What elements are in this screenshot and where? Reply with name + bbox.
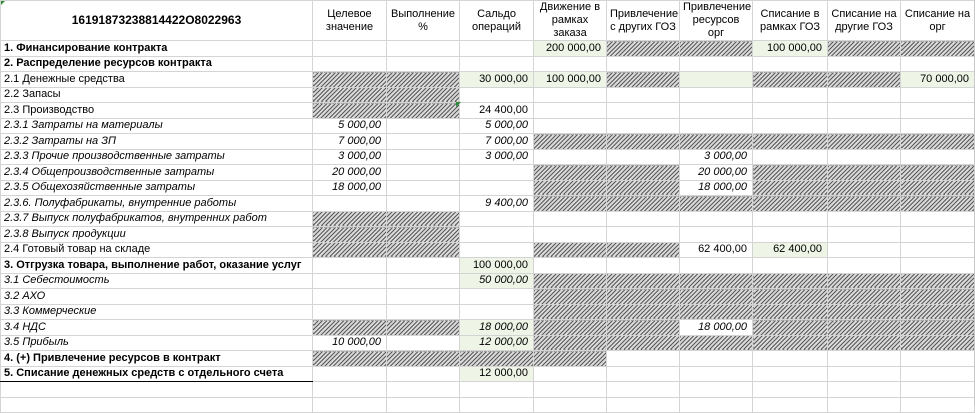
row-label-cell[interactable]: 4. (+) Привлечение ресурсов в контракт bbox=[1, 351, 313, 367]
value-cell[interactable] bbox=[460, 87, 534, 103]
value-cell[interactable] bbox=[901, 180, 975, 196]
table-row bbox=[1, 41, 975, 57]
row-label-cell[interactable]: 1. Финансирование контракта bbox=[1, 41, 313, 57]
value-cell[interactable] bbox=[901, 196, 975, 212]
value-cell[interactable]: 70 000,00 bbox=[901, 72, 975, 88]
value-cell[interactable] bbox=[313, 258, 387, 274]
table-row bbox=[1, 87, 975, 103]
value-cell[interactable] bbox=[313, 211, 387, 227]
row-label-cell[interactable] bbox=[1, 382, 313, 398]
value-cell[interactable]: 7 000,00 bbox=[460, 134, 534, 150]
value-cell[interactable]: 24 400,00 bbox=[460, 103, 534, 119]
value-cell[interactable]: 100 000,00 bbox=[753, 41, 828, 57]
value-cell[interactable] bbox=[828, 227, 901, 243]
value-cell[interactable] bbox=[313, 72, 387, 88]
value-cell[interactable] bbox=[680, 211, 753, 227]
value-cell[interactable] bbox=[607, 134, 680, 150]
value-cell[interactable] bbox=[534, 227, 607, 243]
col-header-order-movement[interactable]: Движение в рамках заказа bbox=[534, 1, 607, 41]
value-cell[interactable] bbox=[313, 196, 387, 212]
value-cell[interactable] bbox=[387, 196, 460, 212]
value-cell[interactable] bbox=[753, 273, 828, 289]
value-cell[interactable] bbox=[753, 211, 828, 227]
table-row bbox=[1, 227, 975, 243]
value-cell[interactable] bbox=[828, 134, 901, 150]
row-label-cell[interactable]: 2.3.6. Полуфабрикаты, внутренние работы bbox=[1, 196, 313, 212]
value-cell[interactable] bbox=[680, 366, 753, 382]
value-cell[interactable] bbox=[680, 72, 753, 88]
value-cell[interactable] bbox=[828, 273, 901, 289]
table-row bbox=[1, 335, 975, 351]
value-cell[interactable] bbox=[460, 211, 534, 227]
value-cell[interactable] bbox=[387, 273, 460, 289]
row-label-cell[interactable]: 2.3.8 Выпуск продукции bbox=[1, 227, 313, 243]
table-row bbox=[1, 196, 975, 212]
value-cell[interactable] bbox=[901, 289, 975, 305]
value-cell[interactable] bbox=[387, 180, 460, 196]
table-row bbox=[1, 134, 975, 150]
value-cell[interactable] bbox=[534, 103, 607, 119]
value-cell[interactable] bbox=[313, 289, 387, 305]
value-cell[interactable] bbox=[680, 289, 753, 305]
value-cell[interactable] bbox=[828, 320, 901, 336]
value-cell[interactable] bbox=[534, 382, 607, 398]
value-cell[interactable] bbox=[828, 335, 901, 351]
row-label-cell[interactable]: 3. Отгрузка товара, выполнение работ, оказание услуг bbox=[1, 258, 313, 274]
table-row bbox=[1, 242, 975, 258]
value-cell[interactable] bbox=[607, 72, 680, 88]
value-cell[interactable] bbox=[901, 351, 975, 367]
value-cell[interactable] bbox=[828, 56, 901, 72]
value-cell[interactable] bbox=[753, 103, 828, 119]
value-cell[interactable] bbox=[607, 41, 680, 57]
value-cell[interactable] bbox=[534, 87, 607, 103]
value-cell[interactable] bbox=[680, 273, 753, 289]
value-cell[interactable] bbox=[534, 134, 607, 150]
value-cell[interactable]: 100 000,00 bbox=[460, 258, 534, 274]
value-cell[interactable] bbox=[460, 165, 534, 181]
row-label-cell[interactable]: 5. Списание денежных средств с отдельного счета bbox=[1, 366, 313, 382]
value-cell[interactable] bbox=[901, 87, 975, 103]
value-cell[interactable] bbox=[387, 351, 460, 367]
row-label-cell[interactable]: 3.5 Прибыль bbox=[1, 335, 313, 351]
col-header-writeoff-goz[interactable]: Списание в рамках ГОЗ bbox=[753, 1, 828, 41]
value-cell[interactable] bbox=[828, 258, 901, 274]
value-cell[interactable] bbox=[387, 258, 460, 274]
value-cell[interactable] bbox=[534, 56, 607, 72]
value-cell[interactable]: 3 000,00 bbox=[460, 149, 534, 165]
value-cell[interactable] bbox=[680, 382, 753, 398]
value-cell[interactable] bbox=[607, 165, 680, 181]
value-cell[interactable] bbox=[460, 242, 534, 258]
value-cell[interactable]: 18 000,00 bbox=[460, 320, 534, 336]
table-row bbox=[1, 211, 975, 227]
value-cell[interactable] bbox=[753, 118, 828, 134]
value-cell[interactable] bbox=[534, 258, 607, 274]
value-cell[interactable] bbox=[534, 165, 607, 181]
value-cell[interactable] bbox=[387, 366, 460, 382]
value-cell[interactable] bbox=[901, 273, 975, 289]
value-cell[interactable] bbox=[387, 242, 460, 258]
value-cell[interactable] bbox=[828, 103, 901, 119]
value-cell[interactable] bbox=[901, 211, 975, 227]
value-cell[interactable] bbox=[534, 335, 607, 351]
table-row bbox=[1, 165, 975, 181]
value-cell[interactable]: 5 000,00 bbox=[313, 118, 387, 134]
col-header-attract-other-goz[interactable]: Привлечение с других ГОЗ bbox=[607, 1, 680, 41]
value-cell[interactable] bbox=[901, 320, 975, 336]
value-cell[interactable]: 3 000,00 bbox=[313, 149, 387, 165]
value-cell[interactable] bbox=[460, 227, 534, 243]
value-cell[interactable] bbox=[753, 196, 828, 212]
value-cell[interactable] bbox=[753, 72, 828, 88]
value-cell[interactable] bbox=[680, 87, 753, 103]
row-label-cell[interactable]: 2.3.1 Затраты на материалы bbox=[1, 118, 313, 134]
value-cell[interactable] bbox=[387, 304, 460, 320]
value-cell[interactable]: 62 400,00 bbox=[680, 242, 753, 258]
value-cell[interactable]: 18 000,00 bbox=[680, 180, 753, 196]
value-cell[interactable] bbox=[534, 304, 607, 320]
value-cell[interactable] bbox=[828, 118, 901, 134]
value-cell[interactable] bbox=[387, 227, 460, 243]
table-row bbox=[1, 180, 975, 196]
row-label-cell[interactable]: 2.3.5 Общехозяйственные затраты bbox=[1, 180, 313, 196]
header-row bbox=[1, 1, 975, 41]
value-cell[interactable]: 12 000,00 bbox=[460, 335, 534, 351]
value-cell[interactable] bbox=[753, 180, 828, 196]
row-label-cell[interactable]: 2.4 Готовый товар на складе bbox=[1, 242, 313, 258]
value-cell[interactable]: 20 000,00 bbox=[680, 165, 753, 181]
value-cell[interactable] bbox=[460, 56, 534, 72]
value-cell[interactable] bbox=[753, 335, 828, 351]
value-cell[interactable] bbox=[534, 180, 607, 196]
table-row bbox=[1, 72, 975, 88]
value-cell[interactable] bbox=[313, 382, 387, 398]
value-cell[interactable] bbox=[460, 304, 534, 320]
value-cell[interactable] bbox=[680, 56, 753, 72]
value-cell[interactable]: 3 000,00 bbox=[680, 149, 753, 165]
value-cell[interactable] bbox=[753, 149, 828, 165]
value-cell[interactable] bbox=[828, 304, 901, 320]
value-cell[interactable] bbox=[534, 242, 607, 258]
value-cell[interactable] bbox=[387, 382, 460, 398]
value-cell[interactable]: 62 400,00 bbox=[753, 242, 828, 258]
table-row bbox=[1, 320, 975, 336]
col-header-completion[interactable]: Выполнение % bbox=[387, 1, 460, 41]
value-cell[interactable] bbox=[313, 320, 387, 336]
value-cell[interactable] bbox=[901, 304, 975, 320]
value-cell[interactable]: 50 000,00 bbox=[460, 273, 534, 289]
value-cell[interactable]: 5 000,00 bbox=[460, 118, 534, 134]
table-row bbox=[1, 273, 975, 289]
value-cell[interactable] bbox=[387, 211, 460, 227]
value-cell[interactable] bbox=[607, 118, 680, 134]
col-header-writeoff-org[interactable]: Списание на орг bbox=[901, 1, 975, 41]
table-body bbox=[1, 1, 975, 413]
value-cell[interactable] bbox=[387, 103, 460, 119]
value-cell[interactable] bbox=[901, 242, 975, 258]
value-cell[interactable] bbox=[828, 382, 901, 398]
value-cell[interactable] bbox=[753, 87, 828, 103]
table-row bbox=[1, 56, 975, 72]
value-cell[interactable] bbox=[460, 180, 534, 196]
table-row bbox=[1, 149, 975, 165]
value-cell[interactable] bbox=[534, 211, 607, 227]
table-row bbox=[1, 351, 975, 367]
value-cell[interactable] bbox=[607, 103, 680, 119]
value-cell[interactable] bbox=[680, 41, 753, 57]
value-cell[interactable] bbox=[828, 87, 901, 103]
value-cell[interactable] bbox=[753, 366, 828, 382]
row-label-cell[interactable]: 2.3.2 Затраты на ЗП bbox=[1, 134, 313, 150]
value-cell[interactable] bbox=[828, 211, 901, 227]
value-cell[interactable] bbox=[828, 180, 901, 196]
value-cell[interactable] bbox=[680, 196, 753, 212]
value-cell[interactable]: 100 000,00 bbox=[534, 72, 607, 88]
value-cell[interactable] bbox=[460, 351, 534, 367]
value-cell[interactable]: 10 000,00 bbox=[313, 335, 387, 351]
value-cell[interactable] bbox=[680, 258, 753, 274]
value-cell[interactable] bbox=[460, 289, 534, 305]
row-label-cell[interactable]: 2. Распределение ресурсов контракта bbox=[1, 56, 313, 72]
value-cell[interactable] bbox=[901, 366, 975, 382]
value-cell[interactable] bbox=[313, 366, 387, 382]
value-cell[interactable] bbox=[901, 103, 975, 119]
row-label-cell[interactable]: 2.2 Запасы bbox=[1, 87, 313, 103]
value-cell[interactable] bbox=[753, 289, 828, 305]
value-cell[interactable] bbox=[387, 118, 460, 134]
value-cell[interactable] bbox=[680, 304, 753, 320]
value-cell[interactable] bbox=[607, 211, 680, 227]
value-cell[interactable] bbox=[387, 134, 460, 150]
value-cell[interactable] bbox=[387, 149, 460, 165]
value-cell[interactable] bbox=[753, 165, 828, 181]
value-cell[interactable]: 30 000,00 bbox=[460, 72, 534, 88]
value-cell[interactable] bbox=[387, 87, 460, 103]
cell-comment-marker bbox=[456, 102, 461, 107]
value-cell[interactable] bbox=[313, 273, 387, 289]
value-cell[interactable] bbox=[387, 320, 460, 336]
value-cell[interactable] bbox=[607, 273, 680, 289]
value-cell[interactable] bbox=[753, 56, 828, 72]
value-cell[interactable]: 18 000,00 bbox=[680, 320, 753, 336]
row-label-cell[interactable]: 2.1 Денежные средства bbox=[1, 72, 313, 88]
table-row bbox=[1, 366, 975, 382]
value-cell[interactable] bbox=[607, 56, 680, 72]
value-cell[interactable] bbox=[901, 149, 975, 165]
value-cell[interactable] bbox=[534, 149, 607, 165]
value-cell[interactable] bbox=[313, 304, 387, 320]
table-row bbox=[1, 103, 975, 119]
value-cell[interactable] bbox=[387, 72, 460, 88]
value-cell[interactable] bbox=[828, 165, 901, 181]
value-cell[interactable] bbox=[460, 382, 534, 398]
table-row bbox=[1, 304, 975, 320]
value-cell[interactable] bbox=[607, 258, 680, 274]
value-cell[interactable] bbox=[901, 335, 975, 351]
value-cell[interactable]: 7 000,00 bbox=[313, 134, 387, 150]
value-cell[interactable] bbox=[534, 320, 607, 336]
value-cell[interactable] bbox=[313, 103, 387, 119]
value-cell[interactable] bbox=[534, 366, 607, 382]
value-cell[interactable] bbox=[901, 118, 975, 134]
value-cell[interactable] bbox=[313, 227, 387, 243]
value-cell[interactable] bbox=[534, 273, 607, 289]
value-cell[interactable] bbox=[901, 227, 975, 243]
col-header-attract-org[interactable]: Привлечение ресурсов орг bbox=[680, 1, 753, 41]
value-cell[interactable] bbox=[753, 227, 828, 243]
value-cell[interactable] bbox=[901, 258, 975, 274]
value-cell[interactable]: 9 400,00 bbox=[460, 196, 534, 212]
value-cell[interactable] bbox=[534, 118, 607, 134]
value-cell[interactable]: 18 000,00 bbox=[313, 180, 387, 196]
value-cell[interactable] bbox=[680, 118, 753, 134]
value-cell[interactable] bbox=[534, 289, 607, 305]
value-cell[interactable]: 20 000,00 bbox=[313, 165, 387, 181]
row-label-cell[interactable]: 3.1 Себестоимость bbox=[1, 273, 313, 289]
value-cell[interactable] bbox=[901, 165, 975, 181]
value-cell[interactable] bbox=[753, 351, 828, 367]
value-cell[interactable] bbox=[828, 41, 901, 57]
value-cell[interactable] bbox=[534, 196, 607, 212]
value-cell[interactable] bbox=[828, 351, 901, 367]
value-cell[interactable] bbox=[607, 304, 680, 320]
value-cell[interactable] bbox=[534, 351, 607, 367]
value-cell[interactable] bbox=[753, 382, 828, 398]
row-label-cell[interactable]: 2.3.4 Общепроизводственные затраты bbox=[1, 165, 313, 181]
value-cell[interactable] bbox=[680, 134, 753, 150]
value-cell[interactable]: 12 000,00 bbox=[460, 366, 534, 382]
value-cell[interactable] bbox=[387, 335, 460, 351]
value-cell[interactable] bbox=[828, 149, 901, 165]
value-cell[interactable] bbox=[607, 180, 680, 196]
value-cell[interactable] bbox=[607, 335, 680, 351]
value-cell[interactable] bbox=[387, 56, 460, 72]
row-label-cell[interactable]: 3.2 АХО bbox=[1, 289, 313, 305]
value-cell[interactable] bbox=[313, 351, 387, 367]
value-cell[interactable] bbox=[387, 41, 460, 57]
value-cell[interactable] bbox=[753, 304, 828, 320]
row-label-cell[interactable]: 3.3 Коммерческие bbox=[1, 304, 313, 320]
col-header-target[interactable]: Целевое значение bbox=[313, 1, 387, 41]
row-label-cell[interactable]: 2.3.7 Выпуск полуфабрикатов, внутренних работ bbox=[1, 211, 313, 227]
value-cell[interactable] bbox=[828, 72, 901, 88]
value-cell[interactable] bbox=[607, 196, 680, 212]
value-cell[interactable] bbox=[680, 103, 753, 119]
value-cell[interactable]: 200 000,00 bbox=[534, 41, 607, 57]
row-label-cell[interactable]: 3.4 НДС bbox=[1, 320, 313, 336]
value-cell[interactable] bbox=[828, 242, 901, 258]
value-cell[interactable] bbox=[607, 242, 680, 258]
table-row bbox=[1, 258, 975, 274]
value-cell[interactable] bbox=[460, 41, 534, 57]
value-cell[interactable] bbox=[828, 366, 901, 382]
value-cell[interactable] bbox=[313, 87, 387, 103]
value-cell[interactable] bbox=[753, 320, 828, 336]
value-cell[interactable] bbox=[607, 87, 680, 103]
value-cell[interactable] bbox=[901, 56, 975, 72]
value-cell[interactable] bbox=[680, 335, 753, 351]
value-cell[interactable] bbox=[828, 196, 901, 212]
table-row bbox=[1, 118, 975, 134]
value-cell[interactable] bbox=[901, 382, 975, 398]
row-label-cell[interactable]: 2.3.3 Прочие производственные затраты bbox=[1, 149, 313, 165]
value-cell[interactable] bbox=[313, 56, 387, 72]
value-cell[interactable] bbox=[607, 289, 680, 305]
value-cell[interactable] bbox=[607, 382, 680, 398]
col-header-balance[interactable]: Сальдо операций bbox=[460, 1, 534, 41]
value-cell[interactable] bbox=[753, 258, 828, 274]
value-cell[interactable] bbox=[313, 41, 387, 57]
value-cell[interactable] bbox=[680, 351, 753, 367]
value-cell[interactable] bbox=[753, 134, 828, 150]
contract-id-header[interactable]: 16191873238814422O8022963 bbox=[1, 1, 313, 41]
row-label-cell[interactable]: 2.3 Производство bbox=[1, 103, 313, 119]
value-cell[interactable] bbox=[828, 289, 901, 305]
table-row bbox=[1, 382, 975, 398]
value-cell[interactable] bbox=[607, 227, 680, 243]
value-cell[interactable] bbox=[680, 227, 753, 243]
value-cell[interactable] bbox=[607, 366, 680, 382]
value-cell[interactable] bbox=[607, 320, 680, 336]
col-header-writeoff-other-goz[interactable]: Списание на другие ГОЗ bbox=[828, 1, 901, 41]
value-cell[interactable] bbox=[607, 149, 680, 165]
value-cell[interactable] bbox=[607, 351, 680, 367]
value-cell[interactable] bbox=[901, 134, 975, 150]
table-row bbox=[1, 289, 975, 305]
value-cell[interactable] bbox=[901, 41, 975, 57]
value-cell[interactable] bbox=[313, 242, 387, 258]
value-cell[interactable] bbox=[387, 289, 460, 305]
value-cell[interactable] bbox=[387, 165, 460, 181]
